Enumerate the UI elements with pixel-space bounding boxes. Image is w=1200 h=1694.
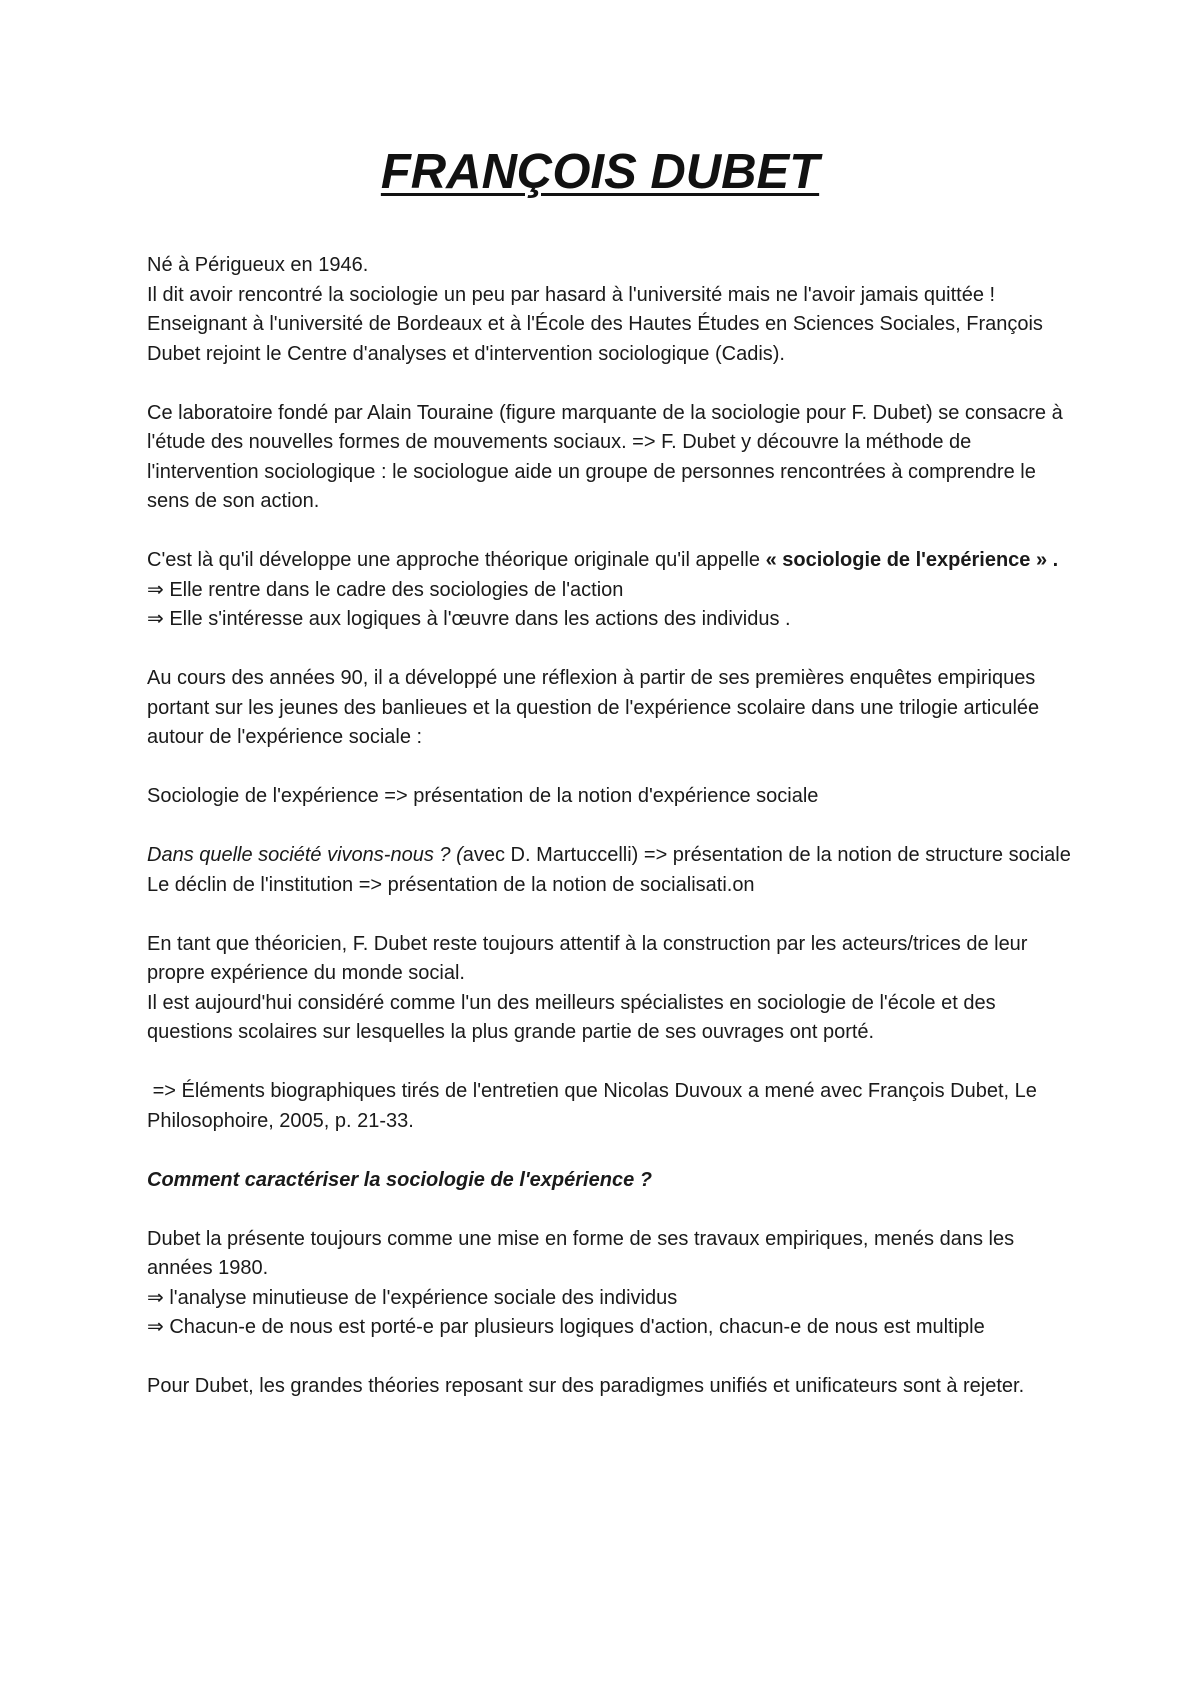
paragraph-laboratory: Ce laboratoire fondé par Alain Touraine (figure marquante de la sociologie pour F. Dubet) se consacre à l'étude des nouvelles formes de mouvements sociaux. => F. Dubet y découvre la méthode de l'intervention sociologique : le sociologue aide un groupe de personnes rencontrées à comprendre le sens de son action.	[147, 401, 1063, 512]
arrow-item-analysis: ⇒ l'analyse minutieuse de l'expérience sociale des individus	[147, 1286, 678, 1309]
career-text: Il dit avoir rencontré la sociologie un peu par hasard à l'université mais ne l'avoir jamais quittée ! Enseignant à l'université de Bordeaux et à l'École des Hautes Études en Sciences Sociales, François Dubet rejoint le Centre d'analyses et d'intervention sociologique (Cadis).	[147, 283, 1043, 365]
theorist-line: En tant que théoricien, F. Dubet reste toujours attentif à la construction par les acteurs/trices de leur propre expérience du monde social.	[147, 932, 1028, 984]
specialist-line: Il est aujourd'hui considéré comme l'un des meilleurs spécialistes en sociologie de l'école et des questions scolaires sur lesquelles la plus grande partie de ses ouvrages ont porté.	[147, 991, 996, 1043]
paragraph-source: => Éléments biographiques tirés de l'entretien que Nicolas Duvoux a mené avec François Dubet, Le Philosophoire, 2005, p. 21-33.	[147, 1080, 1043, 1132]
arrow-item-action: ⇒ Elle rentre dans le cadre des sociologies de l'action	[147, 578, 624, 601]
approach-intro: C'est là qu'il développe une approche théorique originale qu'il appelle	[147, 549, 766, 571]
paragraph-book-1: Sociologie de l'expérience => présentation de la notion d'expérience sociale	[147, 785, 819, 807]
birth-line: Né à Périgueux en 1946.	[147, 254, 369, 276]
characterization-line: Dubet la présente toujours comme une mise en forme de ses travaux empiriques, menés dans les années 1980.	[147, 1227, 1015, 1279]
paragraph-conclusion: Pour Dubet, les grandes théories reposant sur des paradigmes unifiés et unificateurs sont à rejeter.	[147, 1375, 1025, 1397]
book-3-line: Le déclin de l'institution => présentation de la notion de socialisati.on	[147, 873, 755, 896]
book-title-italic: Dans quelle société vivons-nous ? (	[147, 844, 463, 866]
paragraph-approach	[147, 546, 1077, 635]
document-body	[147, 251, 1077, 1431]
section-heading: Comment caractériser la sociologie de l'expérience ?	[147, 1168, 652, 1191]
paragraph-books-2-3	[147, 841, 1077, 900]
approach-term: « sociologie de l'expérience » .	[765, 549, 1059, 571]
paragraph-trilogy: Au cours des années 90, il a développé une réflexion à partir de ses premières enquêtes empiriques portant sur les jeunes des banlieues et la question de l'expérience scolaire dans une trilogie articulée autour de l'expérience sociale :	[147, 667, 1040, 748]
book-2-description: avec D. Martuccelli) => présentation de la notion de structure sociale	[462, 844, 1071, 866]
paragraph-characterization	[147, 1225, 1077, 1343]
paragraph-theorist	[147, 930, 1077, 1048]
arrow-item-multiple: ⇒ Chacun-e de nous est porté-e par plusieurs logiques d'action, chacun-e de nous est multiple	[147, 1316, 985, 1338]
page-title: FRANÇOIS DUBET	[380, 145, 820, 199]
arrow-item-logics: ⇒ Elle s'intéresse aux logiques à l'œuvre dans les actions des individus .	[147, 608, 791, 630]
paragraph-biography	[147, 251, 1077, 369]
